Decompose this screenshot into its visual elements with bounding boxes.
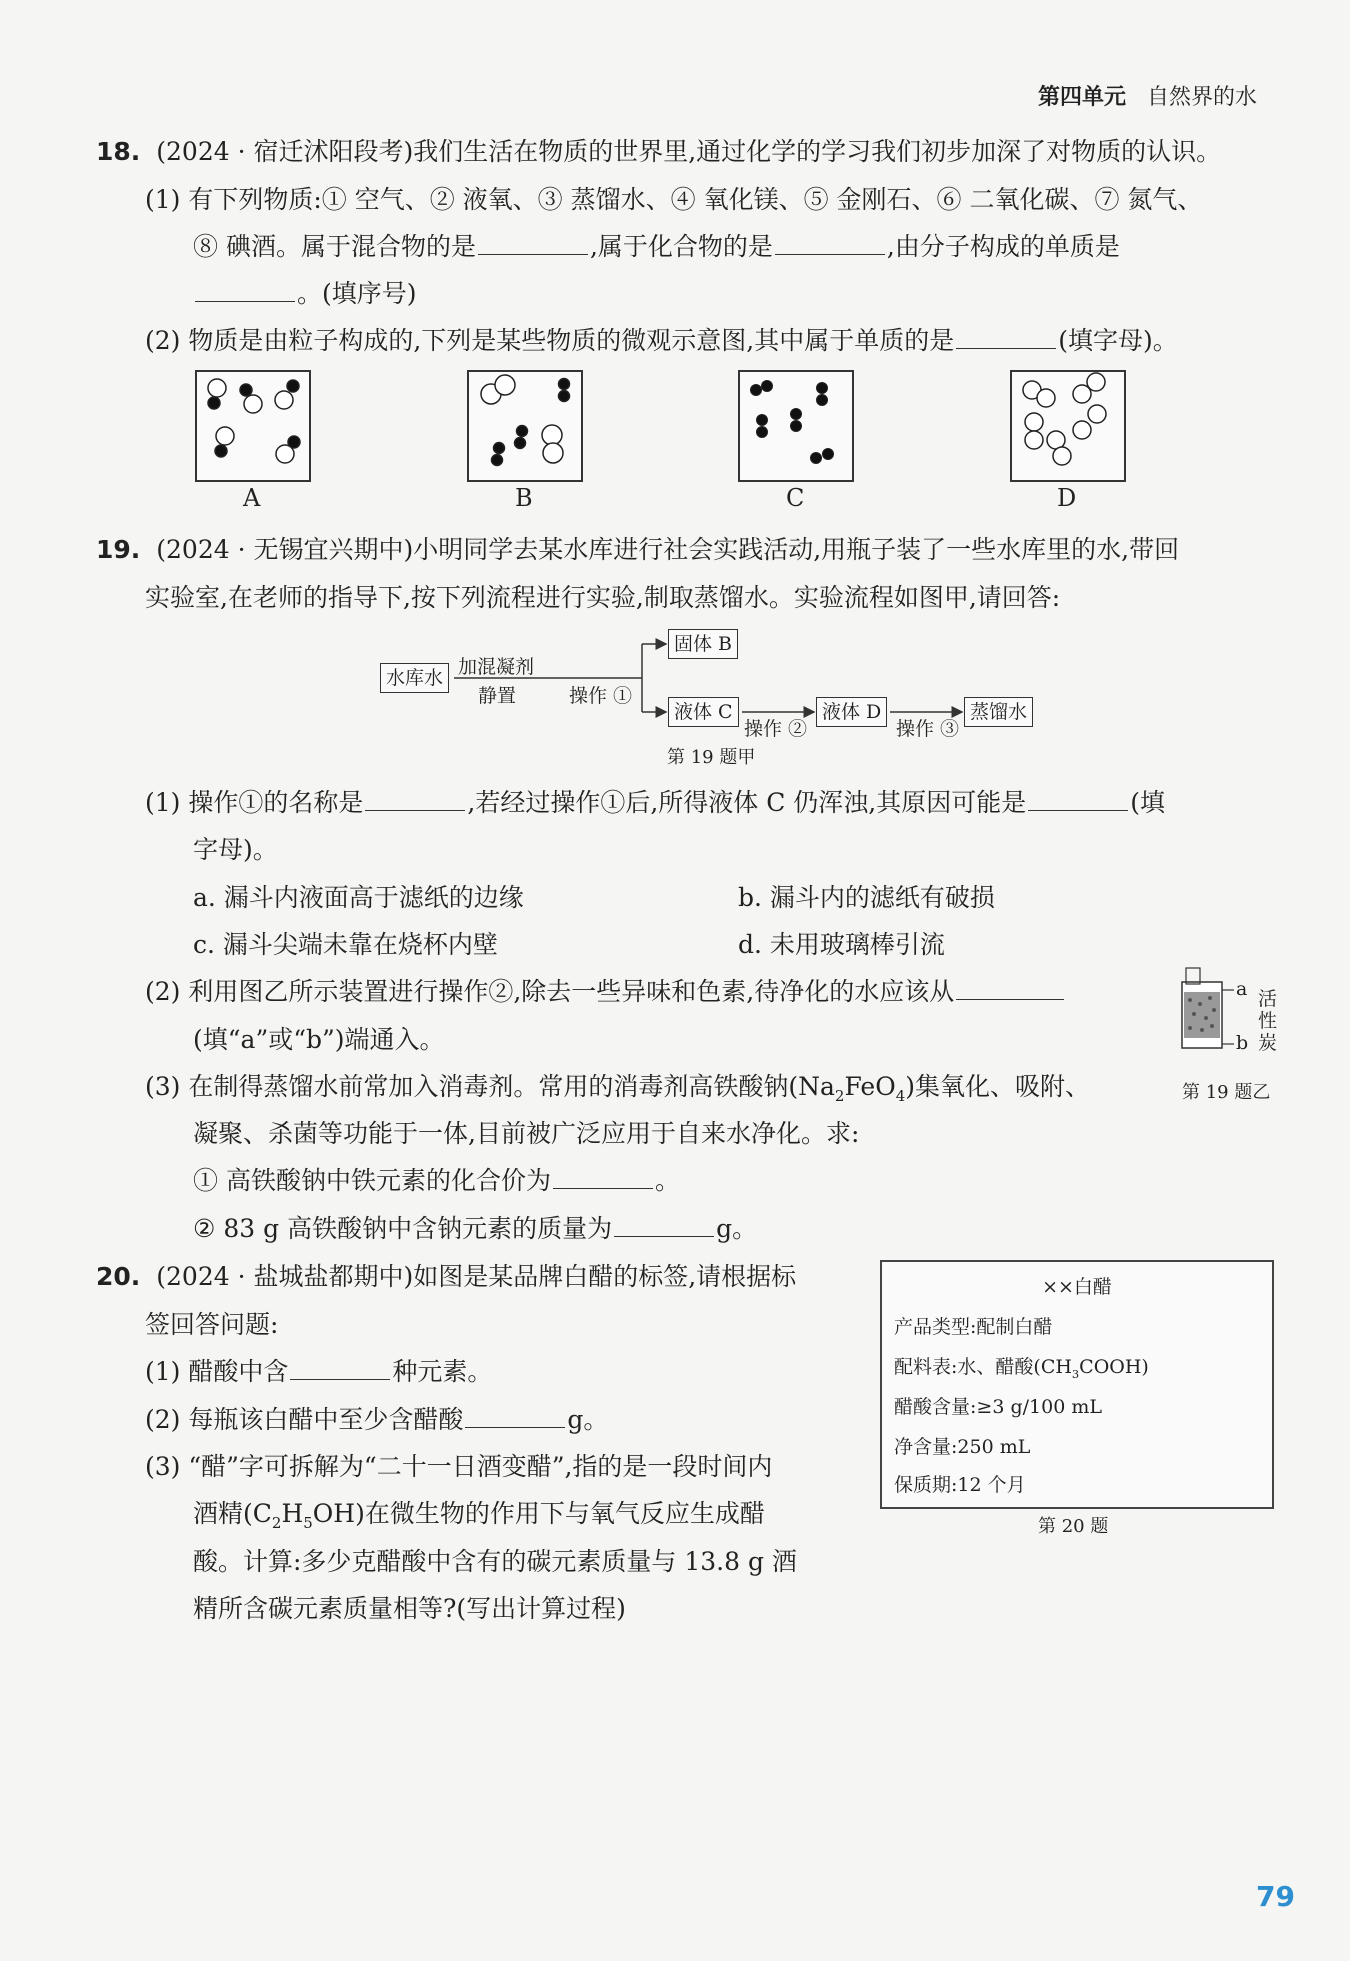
q18-part1-line1: (1) 有下列物质:① 空气、② 液氧、③ 蒸馏水、④ 氧化镁、⑤ 金刚石、⑥ 二氧化碳、⑦ 氮气、 [145, 185, 1203, 214]
q19-blank-valence[interactable] [553, 1168, 653, 1189]
q19-stem-line1 [96, 530, 1179, 566]
q19-part3-formula: FeO [844, 1072, 896, 1101]
q18-part1-line3 [193, 274, 417, 310]
flow-op1-label: 操作 ① [569, 685, 633, 707]
device-carbon-label-1: 活 [1258, 988, 1278, 1010]
q19-part1-line2: 字母)。 [193, 835, 278, 864]
q18-stem-line [96, 132, 1221, 168]
q19-blank-reason[interactable] [1028, 790, 1128, 811]
molecule-box-c [738, 370, 854, 482]
page-number: 79 [1256, 1880, 1295, 1913]
q18-stem: (2024 · 宿迁沭阳段考)我们生活在物质的世界里,通过化学的学习我们初步加深了对物质的认识。 [156, 137, 1222, 166]
q20-stem1: (2024 · 盐城盐都期中)如图是某品牌白醋的标签,请根据标 [156, 1262, 797, 1291]
q19-choice-a: a. 漏斗内液面高于滤纸的边缘 [193, 883, 524, 912]
q19-blank-inlet[interactable] [956, 979, 1064, 1000]
q19-part2-text: (2) 利用图乙所示装置进行操作②,除去一些异味和色素,待净化的水应该从 [145, 977, 955, 1006]
vinegar-ingredients-b: COOH) [1079, 1356, 1149, 1378]
q20-formula-a: 酒精(C [193, 1499, 272, 1528]
q18-part2-note: (填字母)。 [1058, 326, 1178, 355]
topic-label: 自然界的水 [1147, 85, 1258, 110]
option-b-label: B [515, 484, 533, 512]
q19-part3-line1 [145, 1067, 1090, 1105]
unit-title [1038, 80, 1257, 111]
q18-blank-mixture[interactable] [478, 234, 588, 255]
q19-part3-sub2: 4 [895, 1087, 906, 1105]
unit-label: 第四单元 [1038, 85, 1127, 110]
q19-part3-i-end: 。 [654, 1166, 680, 1195]
molecule-box-b [467, 370, 583, 482]
molecule-diagram-a [197, 372, 309, 480]
q20-stem2: 签回答问题: [145, 1310, 279, 1339]
q18-mixture-text: ⑧ 碘酒。属于混合物的是 [193, 232, 476, 261]
flow-reservoir-box: 水库水 [380, 663, 449, 693]
q20-part2 [145, 1400, 608, 1436]
q20-stem-line1 [96, 1257, 796, 1293]
q19-part3-ii-text: ② 83 g 高铁酸钠中含钠元素的质量为 [193, 1214, 613, 1243]
q19-choice-d: d. 未用玻璃棒引流 [738, 930, 945, 959]
q20-formula-sub2: 5 [303, 1514, 313, 1532]
molecule-box-a [195, 370, 311, 482]
option-d-label: D [1057, 484, 1077, 512]
vinegar-label-title: ××白醋 [1042, 1276, 1112, 1298]
q19-choice-b: b. 漏斗内的滤纸有破损 [738, 883, 995, 912]
vinegar-label-content: 醋酸含量:≥3 g/100 mL [894, 1396, 1102, 1418]
q18-number: 18. [96, 137, 141, 166]
q20-blank-elements[interactable] [290, 1359, 390, 1380]
q19-part2-line2: (填“a”或“b”)端通入。 [193, 1025, 445, 1054]
q19-part3-text-b: )集氧化、吸附、 [905, 1072, 1091, 1101]
device-inlet-a-label: a [1236, 978, 1248, 1000]
flow-liquid-d-box: 液体 D [816, 697, 887, 727]
q19-part1-text-c: (填 [1130, 788, 1166, 817]
q18-blank-compound[interactable] [775, 234, 885, 255]
vinegar-ingredients-sub: 3 [1071, 1366, 1080, 1381]
q20-part3-line4: 精所含碳元素质量相等?(写出计算过程) [193, 1594, 626, 1623]
device-carbon-label-2: 性 [1258, 1010, 1278, 1032]
q20-formula-sub1: 2 [271, 1514, 282, 1532]
flow-distilled-box: 蒸馏水 [964, 697, 1033, 727]
molecule-diagram-c [740, 372, 852, 480]
flow-settle-label: 静置 [478, 685, 517, 707]
vinegar-ingredients-a: 配料表:水、醋酸(CH [894, 1356, 1072, 1378]
q19-part3-line2: 凝聚、杀菌等功能于一体,目前被广泛应用于自来水净化。求: [193, 1119, 860, 1148]
q20-part3-line3: 酸。计算:多少克醋酸中含有的碳元素质量与 13.8 g 酒 [193, 1547, 797, 1576]
q19-part3-sub1: 2 [834, 1087, 845, 1105]
q18-part1-line2 [193, 227, 1120, 263]
q18-part2-line [145, 321, 1178, 357]
vinegar-label-ingredients [894, 1352, 1149, 1381]
flow-coagulant-label: 加混凝剂 [458, 656, 535, 678]
q18-element-text: ,由分子构成的单质是 [886, 232, 1120, 261]
flow-op3-label: 操作 ③ [896, 718, 960, 740]
option-c-label: C [786, 484, 805, 512]
q18-fill-note: 。(填序号) [297, 279, 417, 308]
flow-solid-b-box: 固体 B [668, 629, 738, 659]
q19-part1-text-a: (1) 操作①的名称是 [145, 788, 364, 817]
q20-part3-line2 [193, 1494, 765, 1532]
q18-compound-text: ,属于化合物的是 [589, 232, 773, 261]
q20-formula-b: H [281, 1499, 304, 1528]
q19-part3-text-a: (3) 在制得蒸馏水前常加入消毒剂。常用的消毒剂高铁酸钠(Na [145, 1072, 835, 1101]
flow-op2-label: 操作 ② [744, 718, 808, 740]
q19-stem2: 实验室,在老师的指导下,按下列流程进行实验,制取蒸馏水。实验流程如图甲,请回答: [145, 583, 1061, 612]
q19-stem1: (2024 · 无锡宜兴期中)小明同学去某水库进行社会实践活动,用瓶子装了一些水库里的水,带回 [156, 535, 1180, 564]
molecule-diagram-b [469, 372, 581, 480]
q18-part2-text: (2) 物质是由粒子构成的,下列是某些物质的微观示意图,其中属于单质的是 [145, 326, 955, 355]
device-inlet-b-label: b [1236, 1032, 1249, 1054]
q19-part3-i-text: ① 高铁酸钠中铁元素的化合价为 [193, 1166, 551, 1195]
figure-caption-19a: 第 19 题甲 [667, 747, 756, 768]
device-carbon-label-3: 炭 [1258, 1032, 1278, 1054]
q18-blank-element[interactable] [195, 281, 295, 302]
vinegar-label-net: 净含量:250 mL [894, 1436, 1031, 1458]
q19-part3-ii-end: g。 [716, 1214, 758, 1243]
q18-blank-single[interactable] [956, 328, 1056, 349]
molecule-diagram-d [1012, 372, 1124, 480]
q20-part2-end: g。 [567, 1405, 609, 1434]
q20-formula-c: OH)在微生物的作用下与氧气反应生成醋 [312, 1499, 765, 1528]
q19-part1-text-b: ,若经过操作①后,所得液体 C 仍浑浊,其原因可能是 [467, 788, 1027, 817]
q19-part3-sub-i [193, 1161, 680, 1197]
vinegar-label-type: 产品类型:配制白醋 [894, 1316, 1053, 1338]
flow-liquid-c-box: 液体 C [668, 697, 739, 727]
vinegar-label [880, 1260, 1274, 1509]
option-a-label: A [243, 484, 261, 512]
q19-part3-sub-ii [193, 1209, 757, 1245]
q19-part1-line1 [145, 783, 1165, 819]
q20-part2-text: (2) 每瓶该白醋中至少含醋酸 [145, 1405, 464, 1434]
q20-number: 20. [96, 1262, 141, 1291]
figure-caption-19b: 第 19 题乙 [1182, 1082, 1271, 1103]
q19-choice-c: c. 漏斗尖端未靠在烧杯内壁 [193, 930, 498, 959]
vinegar-label-shelf: 保质期:12 个月 [894, 1474, 1026, 1496]
q19-blank-sodium-mass[interactable] [614, 1216, 714, 1237]
molecule-box-d [1010, 370, 1126, 482]
q20-part1-end: 种元素。 [392, 1357, 493, 1386]
q19-part2-line1 [145, 972, 1066, 1008]
q20-part1 [145, 1352, 492, 1388]
q20-part1-text: (1) 醋酸中含 [145, 1357, 289, 1386]
q20-blank-acetic-mass[interactable] [465, 1407, 565, 1428]
q19-number: 19. [96, 535, 141, 564]
figure-caption-20: 第 20 题 [1038, 1516, 1109, 1537]
q20-part3-line1: (3) “醋”字可拆解为“二十一日酒变醋”,指的是一段时间内 [145, 1452, 773, 1481]
q19-blank-op1[interactable] [365, 790, 465, 811]
